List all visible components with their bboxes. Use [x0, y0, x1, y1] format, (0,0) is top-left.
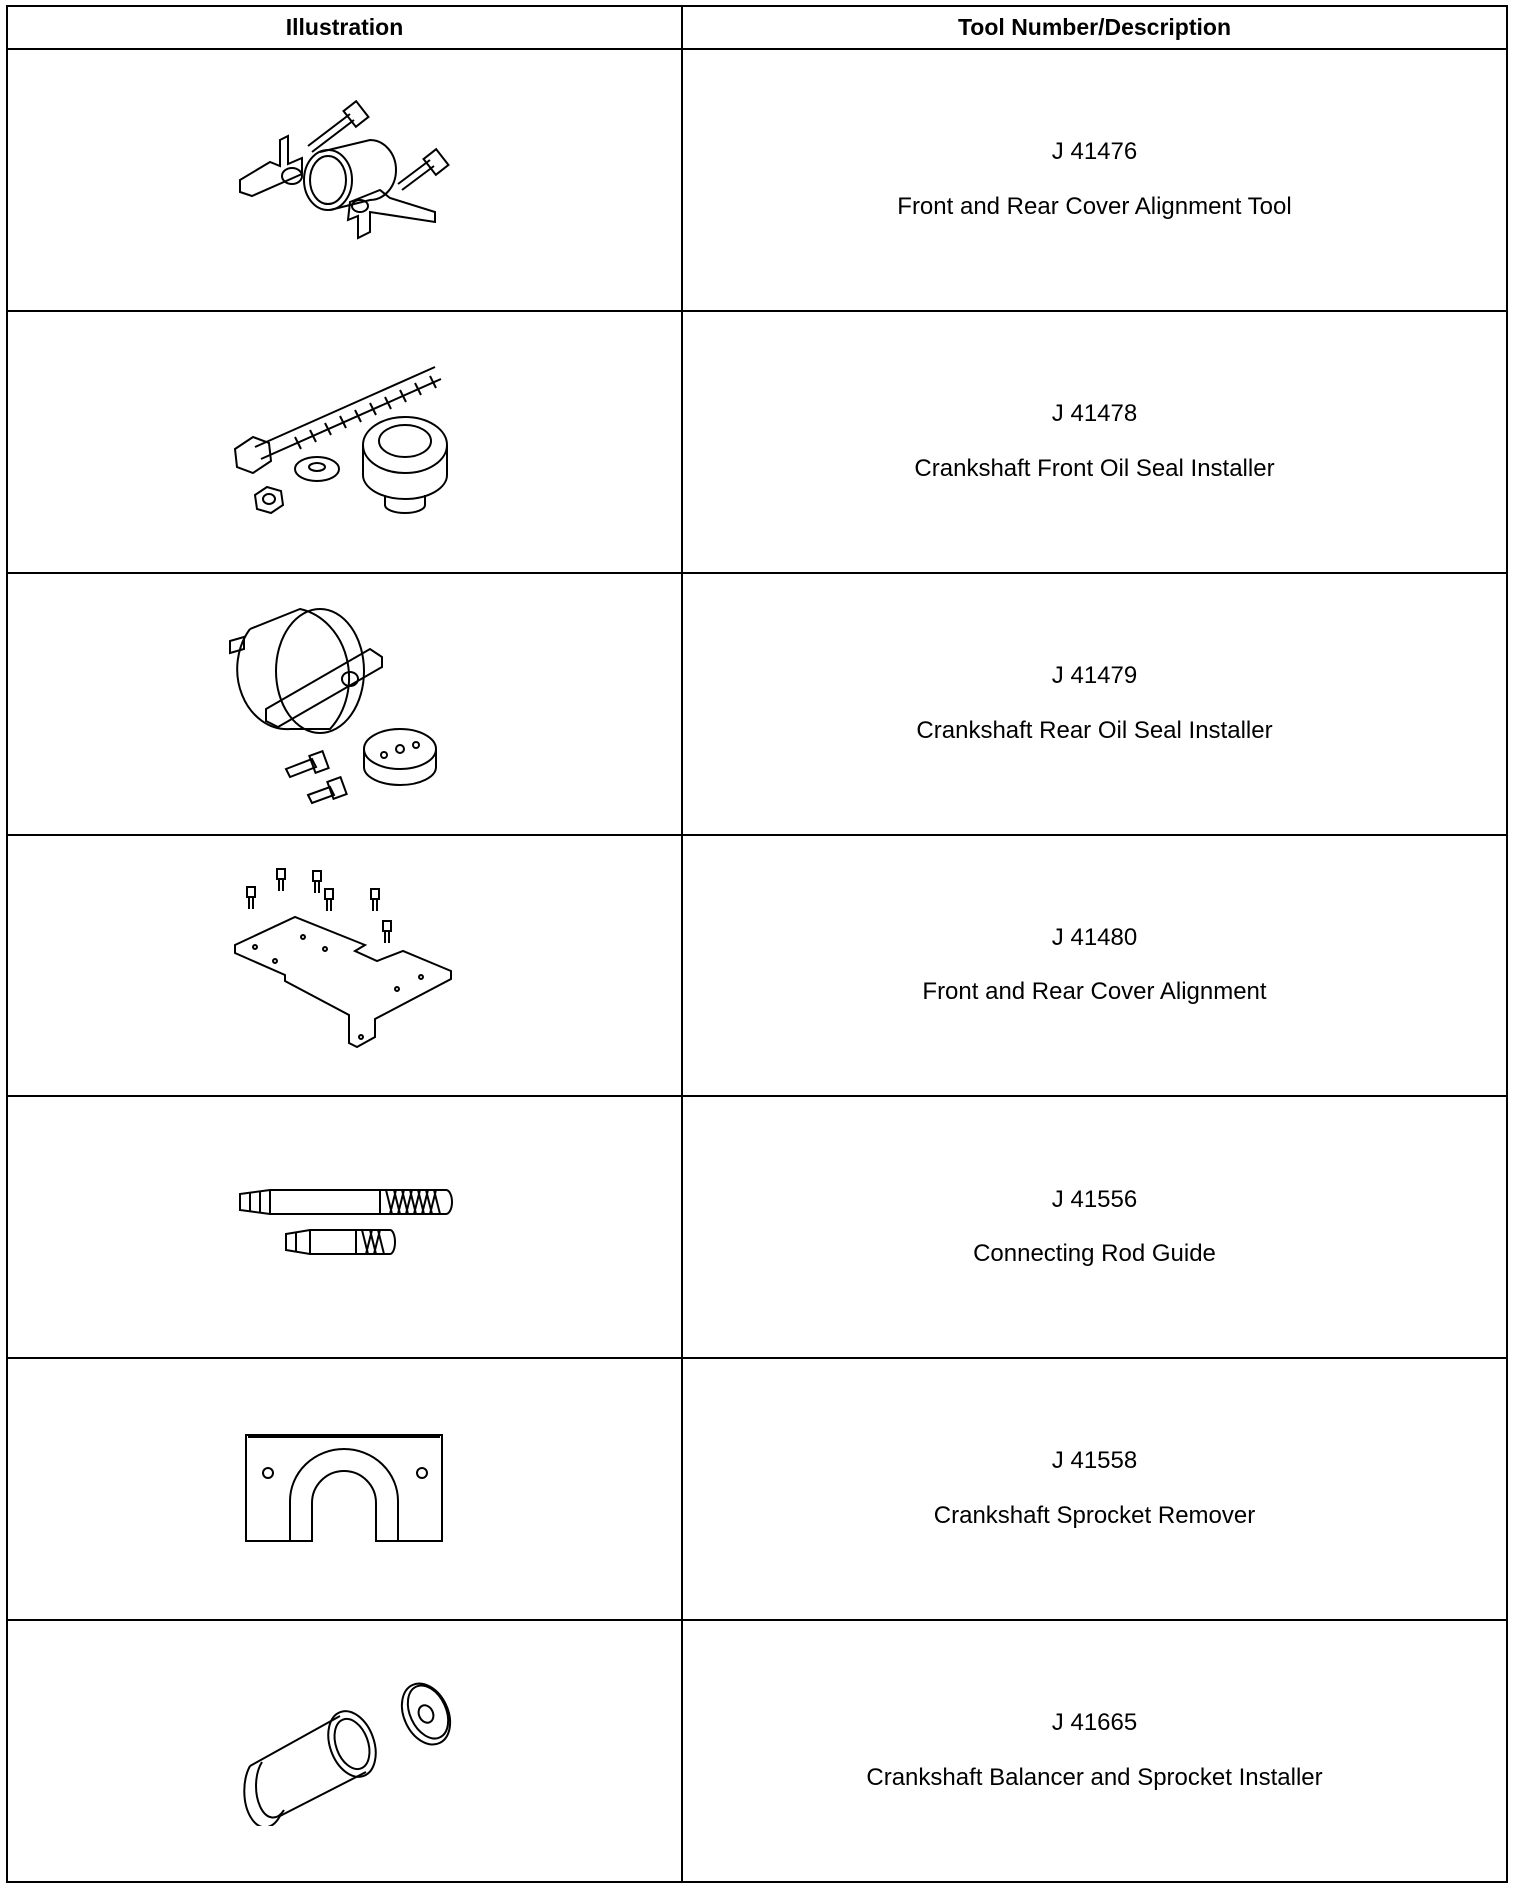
illustration-header: Illustration — [7, 6, 682, 49]
illustration-cell — [7, 1096, 682, 1358]
header-row — [7, 6, 1507, 49]
illustration-cell — [7, 1358, 682, 1620]
table-row — [7, 311, 1507, 573]
description-cell — [682, 835, 1507, 1097]
illustration-cell — [7, 311, 682, 573]
table-row — [7, 1620, 1507, 1882]
table-row — [7, 1358, 1507, 1620]
tool-number: J 41556 — [1051, 1185, 1138, 1213]
table-row — [7, 573, 1507, 835]
balancer-installer-icon — [230, 1676, 460, 1826]
tool-header: Tool Number/Description — [682, 6, 1507, 49]
description-cell — [682, 573, 1507, 835]
tool-number: J 41480 — [1051, 923, 1138, 951]
special-tools-table — [6, 5, 1508, 1883]
front-oil-seal-installer-icon — [225, 357, 465, 527]
tool-description: Crankshaft Sprocket Remover — [933, 1502, 1256, 1530]
description-cell — [682, 1620, 1507, 1882]
table-row — [7, 835, 1507, 1097]
sprocket-remover-icon — [242, 1431, 448, 1547]
illustration-cell — [7, 1620, 682, 1882]
illustration-cell — [7, 49, 682, 311]
cover-alignment-tool-icon — [230, 100, 460, 260]
tool-number: J 41558 — [1051, 1447, 1138, 1475]
tool-description: Crankshaft Balancer and Sprocket Installer — [866, 1764, 1323, 1792]
connecting-rod-guide-icon — [230, 1182, 460, 1272]
tool-number: J 41479 — [1051, 661, 1138, 689]
tool-description: Crankshaft Front Oil Seal Installer — [914, 454, 1275, 482]
table-row — [7, 1096, 1507, 1358]
tool-description: Connecting Rod Guide — [973, 1240, 1216, 1268]
tool-description: Front and Rear Cover Alignment Tool — [897, 192, 1292, 220]
illustration-cell — [7, 573, 682, 835]
cover-alignment-plate-icon — [225, 865, 465, 1065]
tool-description: Front and Rear Cover Alignment — [922, 978, 1267, 1006]
description-cell — [682, 311, 1507, 573]
description-cell — [682, 49, 1507, 311]
tool-number: J 41478 — [1051, 399, 1138, 427]
tool-description: Crankshaft Rear Oil Seal Installer — [916, 716, 1273, 744]
rear-oil-seal-installer-icon — [220, 599, 470, 809]
description-cell — [682, 1358, 1507, 1620]
tool-number: J 41476 — [1051, 138, 1138, 166]
table-row — [7, 49, 1507, 311]
tool-number: J 41665 — [1051, 1709, 1138, 1737]
illustration-cell — [7, 835, 682, 1097]
description-cell — [682, 1096, 1507, 1358]
